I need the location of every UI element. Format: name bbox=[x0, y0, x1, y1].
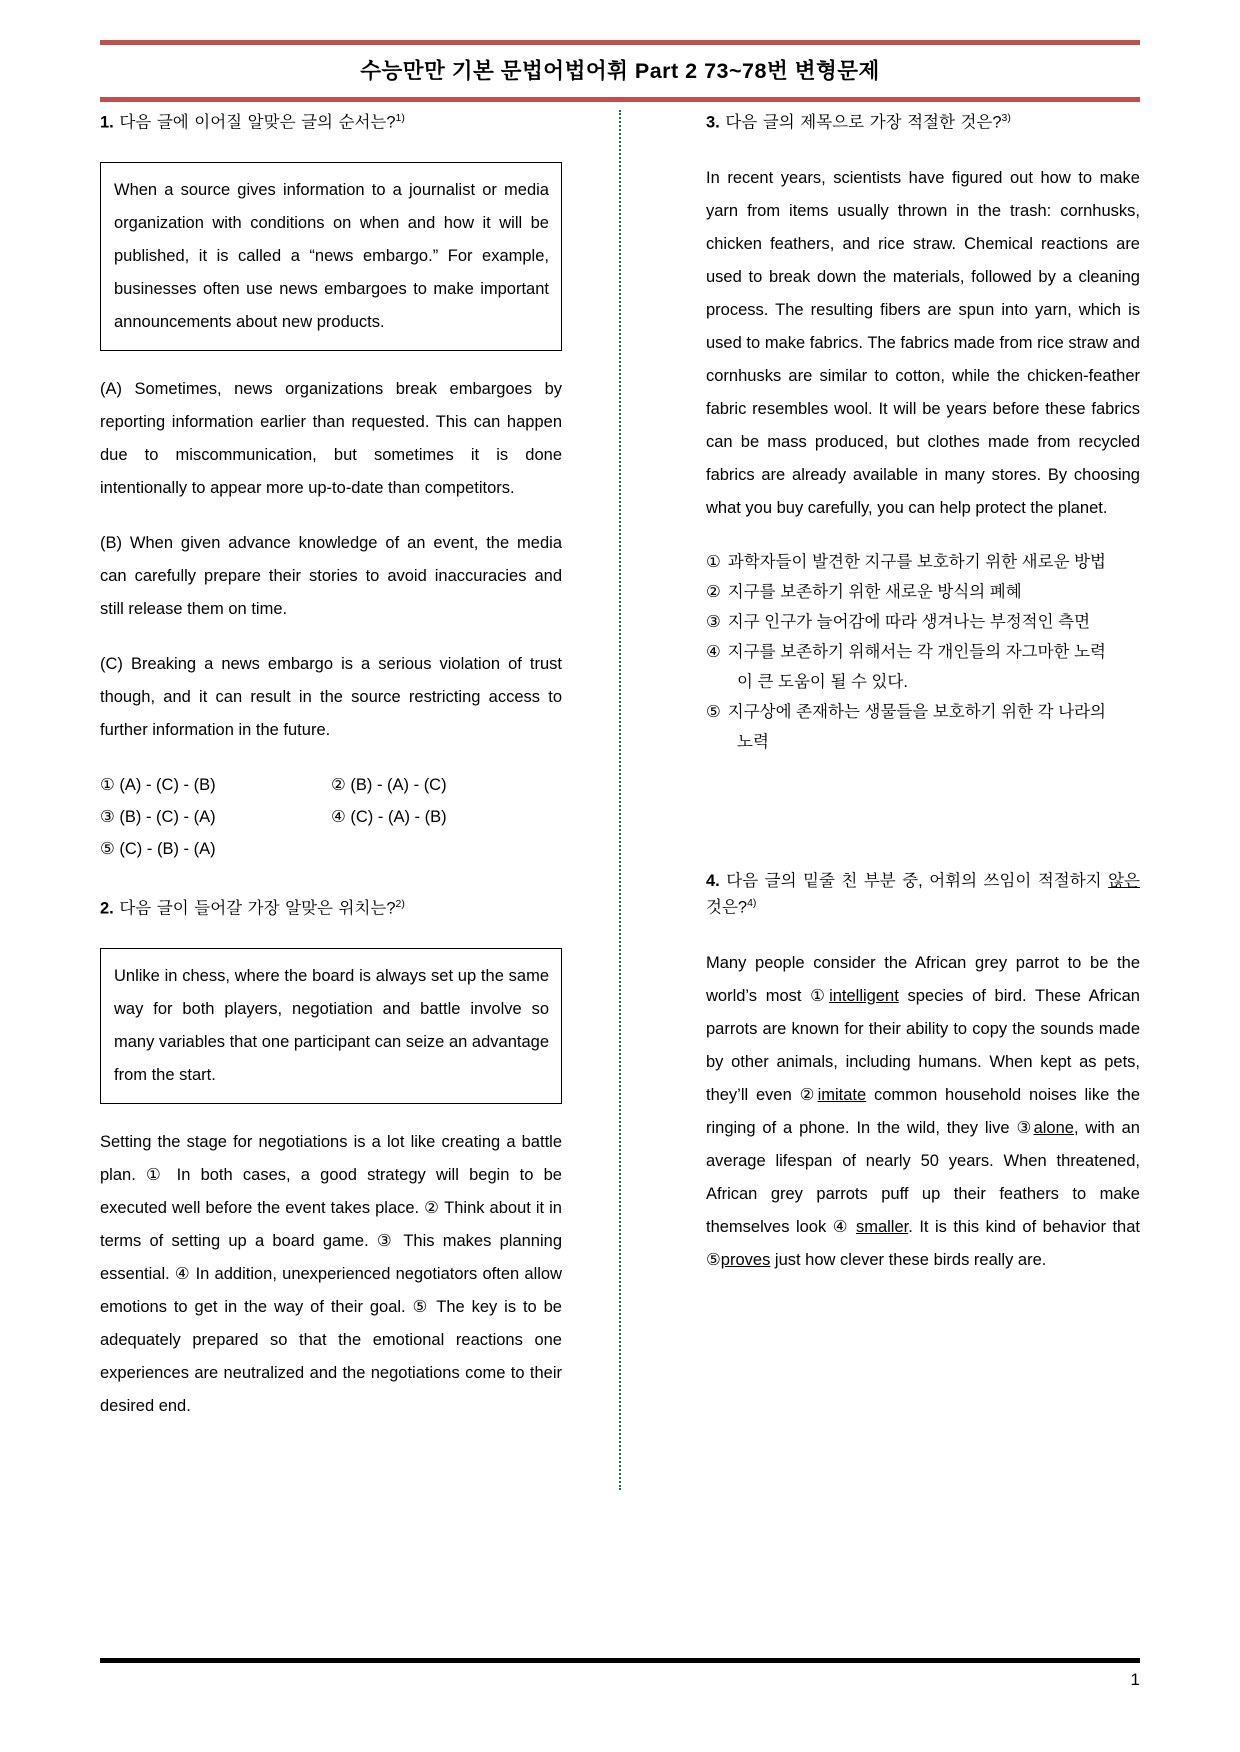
question-3-choice-5-text: 지구상에 존재하는 생물들을 보호하기 위한 각 나라의 bbox=[727, 703, 1106, 722]
question-3-gap bbox=[706, 144, 1140, 162]
right-column-gap bbox=[706, 757, 1140, 813]
question-3-choice-5-marker: ⑤ bbox=[706, 703, 721, 722]
left-column-gap bbox=[100, 866, 562, 896]
question-3-choice-4-marker: ④ bbox=[706, 643, 721, 662]
question-1-choice-2[interactable]: ② (B) - (A) - (C) bbox=[331, 776, 447, 795]
question-2-heading bbox=[100, 896, 562, 922]
question-1-choice-4[interactable]: ④ (C) - (A) - (B) bbox=[331, 808, 447, 827]
question-4-marked-word-8-text: smaller bbox=[855, 1217, 909, 1236]
header-rule-bottom bbox=[100, 97, 1140, 102]
question-3-choice-5[interactable] bbox=[706, 697, 1140, 727]
question-4-prompt-underlined: 않은 bbox=[1108, 872, 1140, 891]
question-1-heading bbox=[100, 110, 562, 136]
question-4-marked-word-2-marker: ① bbox=[810, 986, 830, 1005]
question-1-choices bbox=[100, 769, 562, 866]
question-1-choice-3[interactable]: ③ (B) - (C) - (A) bbox=[100, 808, 216, 827]
right-column-gap-2 bbox=[706, 813, 1140, 869]
question-2-body: Setting the stage for negotiations is a lot like creating a battle plan. ① In both cases, a good strategy will begin to be executed well before the event takes place. ② Think about it in terms of setting up a board game. ③ This makes planning essential. ④ In addition, unexperienced negotiators often allow emotions to get in the way of their goal. ⑤ The key is to be adequately prepared so that the emotional reactions one experiences are neutralized and the negotiations come to their desired end. bbox=[100, 1132, 562, 1415]
question-1-choice-spacer bbox=[331, 833, 562, 865]
question-4-marked-word-2-text: intelligent bbox=[829, 986, 899, 1005]
question-2-passage-box: Unlike in chess, where the board is always set up the same way for both players, negotiation and battle involve so many variables that one participant can seize an advantage from the start. bbox=[100, 948, 562, 1104]
question-3-choice-2-text: 지구를 보존하기 위한 새로운 방식의 폐혜 bbox=[727, 583, 1022, 602]
question-3-footnote-marker: 3) bbox=[1001, 112, 1011, 124]
question-1 bbox=[100, 110, 562, 866]
question-3-choice-3-text: 지구 인구가 늘어감에 따라 생겨나는 부정적인 측면 bbox=[727, 613, 1091, 632]
question-4-marked-word-6-marker: ③ bbox=[1016, 1118, 1034, 1137]
question-1-passage-box: When a source gives information to a journalist or media organization with conditions on when and how it will be published, it is called a “news embargo.” For example, businesses often use news embargoes to make important announcements about new products. bbox=[100, 162, 562, 351]
question-4-marked-word-4-marker: ② bbox=[799, 1085, 818, 1104]
question-3-choice-4-continuation: 이 큰 도움이 될 수 있다. bbox=[737, 673, 908, 692]
question-3-choice-2[interactable] bbox=[706, 577, 1140, 607]
question-1-number: 1. bbox=[100, 113, 114, 132]
question-3-choice-3[interactable] bbox=[706, 607, 1140, 637]
question-3-body: In recent years, scientists have figured out how to make yarn from items usually thrown in the trash: cornhusks, chicken feathers, and rice straw. Chemical reactions are used to break down the materials, followed by a cleaning process. The resulting fibers are spun into yarn, which is used to make fabrics. The fabrics made from rice straw and cornhusks are similar to cotton, while the chicken-feather fabric resembles wool. It will be years before these fabrics can be mass produced, but clothes made from recycled fabrics are already available in many stores. By choosing what you buy carefully, you can help protect the planet. bbox=[706, 169, 1140, 518]
question-3-choices bbox=[706, 547, 1140, 757]
question-4-prompt-part2: 것은? bbox=[706, 898, 748, 917]
question-3-choice-5-continuation: 노력 bbox=[737, 733, 769, 752]
question-3-choice-3-marker: ③ bbox=[706, 613, 721, 632]
question-1-prompt: 다음 글에 이어질 알맞은 글의 순서는? bbox=[119, 113, 396, 132]
question-1-paragraph-a: (A) Sometimes, news organizations break embargoes by reporting information earlier than requested. This can happen due to miscommunication, but sometimes it is done intentionally to appear more up-to-date than competitors. bbox=[100, 380, 562, 498]
question-4-marked-word-8[interactable] bbox=[856, 1218, 908, 1236]
question-4-marked-word-6[interactable] bbox=[1016, 1119, 1073, 1137]
question-4-marked-word-10[interactable] bbox=[706, 1251, 770, 1269]
question-1-choice-5[interactable]: ⑤ (C) - (B) - (A) bbox=[100, 840, 216, 859]
question-3-choice-4[interactable] bbox=[706, 637, 1140, 667]
column-divider bbox=[570, 110, 670, 1490]
question-3-choice-4-text: 지구를 보존하기 위해서는 각 개인들의 자그마한 노력 bbox=[727, 643, 1106, 662]
question-4-gap bbox=[706, 929, 1140, 947]
question-4-marked-word-10-text: proves bbox=[720, 1250, 771, 1269]
question-1-footnote-marker: 1) bbox=[395, 112, 405, 124]
page-number: 1 bbox=[1130, 1670, 1140, 1689]
question-4-footnote-marker: 4) bbox=[747, 896, 757, 909]
question-2-number: 2. bbox=[100, 899, 114, 918]
question-3-choice-1[interactable] bbox=[706, 547, 1140, 577]
question-4-body: Many people consider the African grey parrot to be the world’s most ①intelligent species of bird. These African parrots are known for their ability to copy the sounds made by other animals, including humans. When kept as pets, they’ll even ②imitate common household noises like the ringing of a phone. In the wild, they live ③alone, with an average lifespan of nearly 50 years. When threatened, African grey parrots puff up their feathers to make themselves look ④ smaller. It is this kind of behavior that ⑤proves just how clever these birds really are. bbox=[706, 953, 1140, 1269]
question-1-paragraph-b: (B) When given advance knowledge of an event, the media can carefully prepare their stories to avoid inaccuracies and still release them on time. bbox=[100, 534, 562, 619]
question-4-prompt-part1: 다음 글의 밑줄 친 부분 중, 어휘의 쓰임이 적절하지 bbox=[726, 872, 1109, 891]
question-4-marked-word-4-text: imitate bbox=[817, 1085, 867, 1104]
left-column bbox=[100, 110, 570, 1490]
question-3-prompt: 다음 글의 제목으로 가장 적절한 것은? bbox=[725, 113, 1002, 132]
question-4-marked-word-4[interactable] bbox=[800, 1086, 867, 1104]
right-column bbox=[670, 110, 1140, 1490]
document-header bbox=[100, 40, 1140, 102]
question-4 bbox=[706, 869, 1140, 1277]
question-4-marked-word-10-marker: ⑤ bbox=[706, 1250, 721, 1269]
question-3-number: 3. bbox=[706, 113, 720, 132]
question-1-paragraph-c: (C) Breaking a news embargo is a serious violation of trust though, and it can result in the source restricting access to further information in the future. bbox=[100, 655, 562, 740]
question-2 bbox=[100, 896, 562, 1423]
document-footer bbox=[100, 1658, 1140, 1690]
question-2-footnote-marker: 2) bbox=[395, 897, 405, 910]
question-4-number: 4. bbox=[706, 872, 720, 891]
question-2-prompt: 다음 글이 들어갈 가장 알맞은 위치는? bbox=[119, 899, 396, 918]
column-divider-line bbox=[619, 110, 621, 1490]
question-3-choice-1-marker: ① bbox=[706, 553, 721, 572]
question-4-heading bbox=[706, 869, 1140, 921]
question-3 bbox=[706, 110, 1140, 757]
question-3-heading bbox=[706, 110, 1140, 136]
question-3-choice-2-marker: ② bbox=[706, 583, 721, 602]
question-3-choice-1-text: 과학자들이 발견한 지구를 보호하기 위한 새로운 방법 bbox=[727, 553, 1106, 572]
question-1-choice-1[interactable]: ① (A) - (C) - (B) bbox=[100, 776, 216, 795]
question-4-marked-word-2[interactable] bbox=[810, 987, 899, 1005]
page-title: 수능만만 기본 문법어법어휘 Part 2 73~78번 변형문제 bbox=[360, 59, 880, 83]
content-columns bbox=[100, 110, 1140, 1490]
question-4-marked-word-6-text: alone bbox=[1033, 1118, 1074, 1137]
